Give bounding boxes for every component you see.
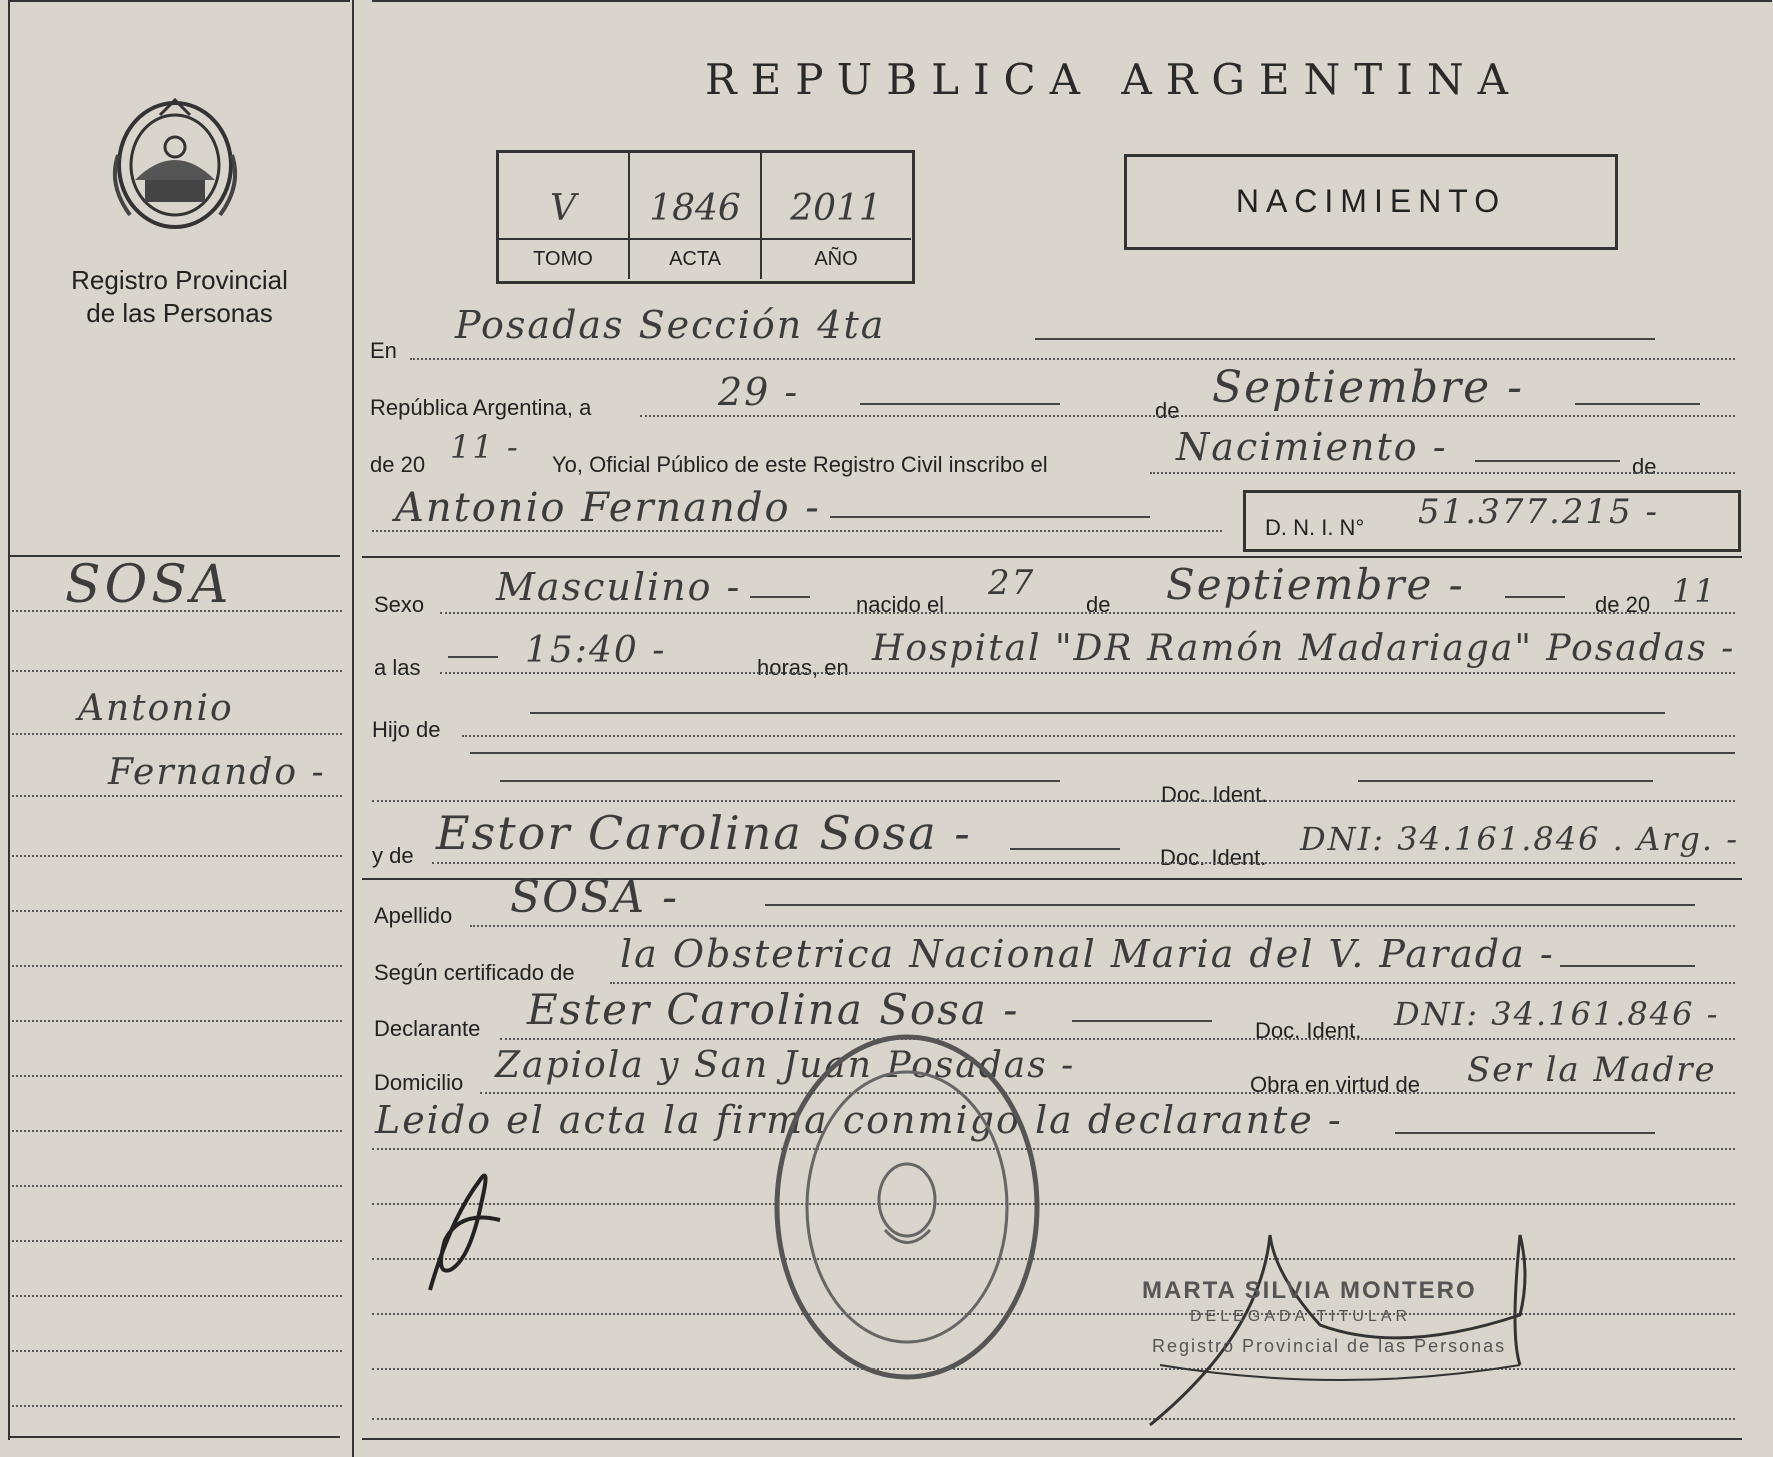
doc-ident-label: Doc. Ident. [1161,782,1268,807]
de-label: de [1155,398,1180,423]
sidebar-top-border [10,0,350,2]
dni-label: D. N. I. N° [1265,515,1365,540]
domicilio-value: Zapiola y San Juan Posadas - [495,1045,1076,1086]
month-value: Septiembre - [1212,362,1524,413]
tomo-label: TOMO [533,248,593,270]
day-value: 29 - [718,370,800,414]
official-name-stamp: MARTA SILVIA MONTERO [1142,1277,1477,1304]
month-solid-line [1575,403,1700,405]
declarante-value: Ester Carolina Sosa - [527,985,1020,1034]
apellido-solid-line [765,904,1695,906]
birth-year-suffix: 11 [1672,572,1717,610]
declarante-doc: DNI: 34.161.846 - [1394,995,1720,1033]
sidebar-row-line [12,1240,342,1242]
declarante-label: Declarante [374,1016,481,1041]
de20-label-2: de 20 [1595,592,1651,617]
en-solid-line [1035,338,1655,340]
event-value: Nacimiento - [1176,425,1448,469]
day-solid-line [860,403,1060,405]
person-name: Antonio Fernando - [395,485,821,531]
year-suffix: 11 - [450,428,520,466]
segun-label: Según certificado de [374,960,575,985]
bottom-border [362,1438,1742,1440]
hijo-solid-line [470,752,1735,754]
en-value: Posadas Sección 4ta [455,303,886,347]
sidebar-row-line [12,1350,342,1352]
a-las-label: a las [374,655,421,680]
mother-doc: DNI: 34.161.846 . Arg. - [1300,820,1740,858]
record-id-table-header-line [497,238,911,240]
obra-label: Obra en virtud de [1250,1072,1420,1097]
ruled-line [372,1203,1735,1205]
sidebar-row-line [12,910,342,912]
tomo-value: V [550,188,576,229]
sidebar-row-line [12,965,342,967]
en-label: En [370,338,397,363]
horas-label: horas, en [757,655,849,680]
birth-day: 27 [988,563,1036,603]
sidebar-row-line [12,733,342,735]
sidebar-given-name-1: Antonio [78,688,234,729]
person-name-solid-line [830,516,1150,518]
place-value: Hospital "DR Ramón Madariaga" Posadas - [872,628,1736,669]
mother-solid-line [1010,848,1120,850]
obra-value: Ser la Madre [1467,1050,1717,1090]
apellido-label: Apellido [374,903,453,928]
sidebar-row-line [12,795,342,797]
hour-value: 15:40 - [525,630,667,671]
republica-label: República Argentina, a [370,395,592,420]
doc-ident-label-2: Doc. Ident. [1160,845,1267,870]
closing-text: Leido el acta la firma conmigo la declarante - [375,1098,1343,1142]
closing-solid-line [1395,1132,1655,1134]
event-solid-line [1475,460,1620,462]
sidebar-row-line [12,1020,342,1022]
official-office-stamp: Registro Provincial de las Personas [1152,1336,1507,1356]
sidebar-row-line [12,1295,342,1297]
sidebar-row-line [12,1405,342,1407]
doc-ident-label-3: Doc. Ident. [1255,1018,1362,1043]
hijo-label: Hijo de [372,717,441,742]
person-name-line [372,530,1222,532]
sexo-value: Masculino - [496,565,742,609]
father-doc-solid-line [1358,780,1653,782]
segun-line [610,982,1735,984]
official-role-stamp: DELEGADA TITULAR [1190,1308,1412,1325]
a-las-line [440,672,1735,674]
certificado-value: la Obstetrica Nacional Maria del V. Parada - [620,932,1555,976]
father-line [372,800,1735,802]
apellido-value: SOSA - [510,872,679,923]
sidebar-bottom-border [10,1436,340,1438]
apellido-line [470,925,1735,927]
anio-label: AÑO [814,248,858,270]
section-divider [362,556,1742,558]
domicilio-line [480,1092,1735,1094]
birth-month: Septiembre - [1166,560,1465,609]
acta-value: 1846 [649,188,741,229]
y-de-line [432,862,1735,864]
sidebar-row-line [12,1075,342,1077]
y-de-label: y de [372,843,414,868]
declarante-solid-line [1072,1020,1212,1022]
sexo-solid-line [750,596,810,598]
sidebar-row-line [12,1130,342,1132]
registry-name-line1: Registro Provincial [71,265,288,295]
left-column-divider [352,0,354,1457]
mother-name: Estor Carolina Sosa - [436,806,972,860]
en-line [410,358,1735,360]
document-type: NACIMIENTO [1235,183,1507,219]
sidebar-given-name-2: Fernando - [108,752,326,793]
sexo-label: Sexo [374,592,425,617]
domicilio-label: Domicilio [374,1070,464,1095]
father-solid-line [500,780,1060,782]
de20-label: de 20 [370,452,426,477]
left-border [8,0,10,1440]
place-extra-line [530,712,1665,714]
closing-line [372,1148,1735,1150]
top-border [372,0,1772,2]
hijo-line [462,735,1735,737]
sidebar-row-line [12,1185,342,1187]
nacido-label: nacido el [856,592,945,617]
dni-value: 51.377.215 - [1418,492,1659,532]
anio-value: 2011 [790,188,882,229]
provincial-seal-logo [100,85,250,240]
sexo-line [440,612,1735,614]
certificado-solid-line [1560,965,1695,967]
de-end-label: de [1632,454,1657,479]
oficial-line [1150,472,1735,474]
sidebar-surname: SOSA [65,555,233,615]
hour-pre-line [448,656,498,658]
country-title: REPUBLICA ARGENTINA [705,55,1522,104]
declarante-line [500,1038,1735,1040]
acta-label: ACTA [669,248,721,270]
sidebar-row-line [12,670,342,672]
de-label-2: de [1086,592,1111,617]
registry-name-line2: de las Personas [86,298,273,328]
oficial-label: Yo, Oficial Público de este Registro Civil inscribo el [552,452,1048,477]
sidebar-row-line [12,855,342,857]
official-round-stamp [770,1030,1045,1385]
declarant-signature [420,1160,530,1300]
republica-line [640,415,1735,417]
birth-month-solid-line [1505,596,1565,598]
sidebar-row-line [12,610,342,612]
